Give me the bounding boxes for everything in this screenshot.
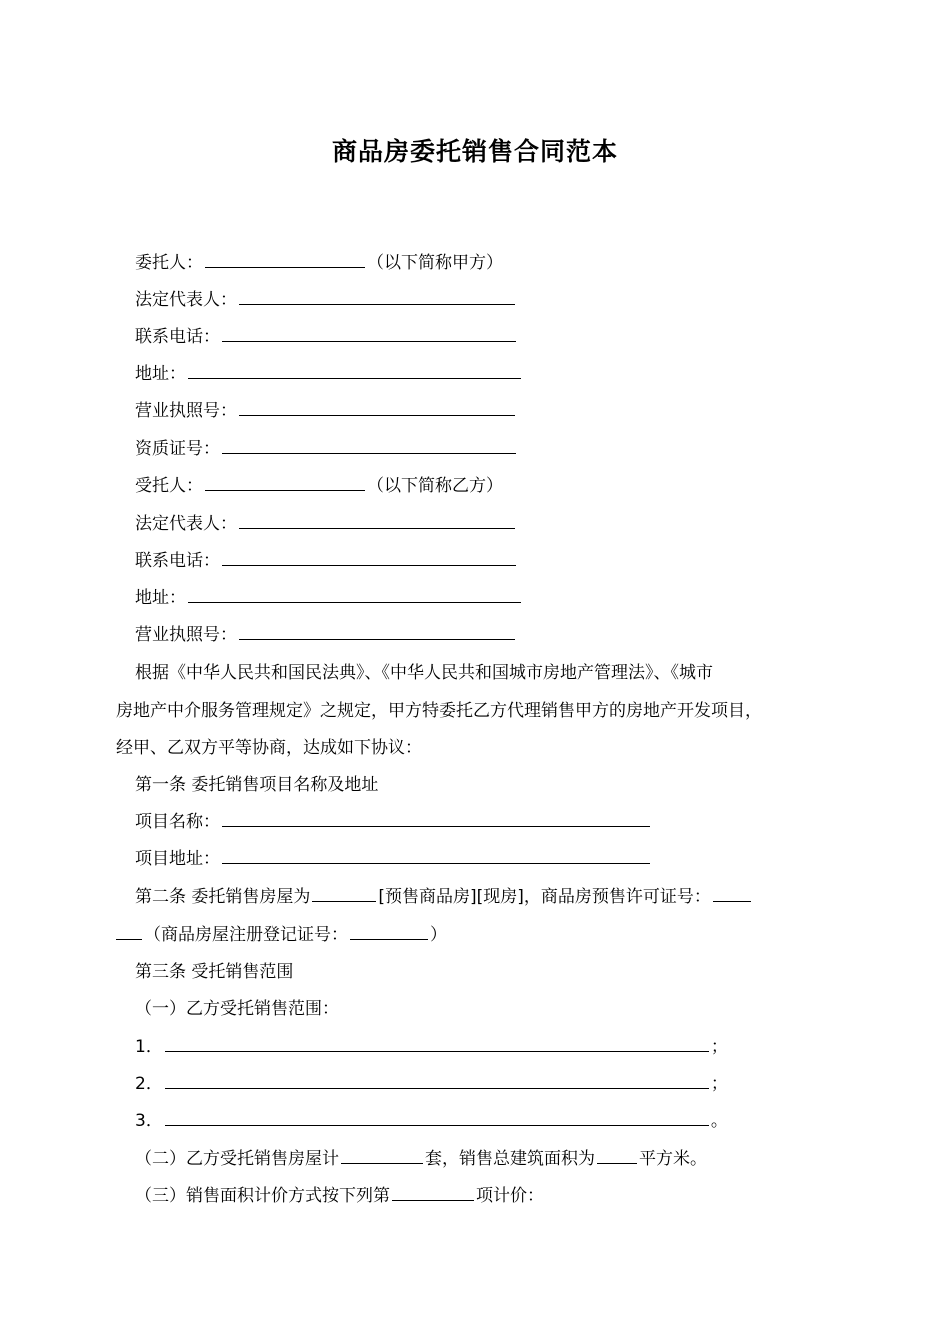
article-2-line-2	[116, 921, 447, 949]
party-a-qualification-blank[interactable]	[222, 436, 516, 454]
presale-permit-blank-cont[interactable]	[116, 922, 142, 940]
preamble-line-3: 经甲、乙双方平等协商，达成如下协议：	[116, 738, 422, 758]
pricing-method-blank[interactable]	[392, 1183, 474, 1201]
scope-item-1-end: ；	[710, 1037, 728, 1057]
scope-item-3	[135, 1107, 728, 1135]
party-a-principal-blank[interactable]	[205, 250, 365, 268]
project-name-line	[135, 808, 652, 836]
project-address-blank[interactable]	[222, 846, 650, 864]
party-a-phone-line	[135, 323, 518, 351]
article-3-sub-3	[135, 1182, 544, 1210]
document-title: 商品房委托销售合同范本	[331, 137, 618, 166]
article-3-sub-3-prefix: （三）销售面积计价方式按下列第	[135, 1186, 390, 1206]
article-3-heading: 第三条 受托销售范围	[135, 962, 294, 982]
party-a-qualification-line	[135, 435, 518, 463]
party-a-license-line	[135, 397, 517, 425]
party-a-license-blank[interactable]	[239, 398, 515, 416]
party-b-trustee-blank[interactable]	[205, 473, 365, 491]
article-3-sub-2-mid: 套，销售总建筑面积为	[425, 1149, 595, 1169]
article-2-line-1	[135, 883, 753, 911]
party-a-principal-label: 委托人：	[135, 253, 203, 273]
party-b-rep-blank[interactable]	[239, 511, 515, 529]
house-count-blank[interactable]	[341, 1146, 423, 1164]
article-1-heading: 第一条 委托销售项目名称及地址	[135, 775, 379, 795]
article-2-middle: [预售商品房][现房]，商品房预售许可证号：	[378, 887, 711, 907]
party-b-trustee-suffix: （以下简称乙方）	[367, 476, 503, 496]
party-b-phone-blank[interactable]	[222, 548, 516, 566]
article-2-line2-prefix: （商品房屋注册登记证号：	[144, 925, 348, 945]
party-b-rep-line	[135, 510, 517, 538]
scope-item-1	[135, 1033, 728, 1061]
party-a-rep-line	[135, 286, 517, 314]
article-3-sub-2	[135, 1145, 707, 1173]
scope-item-2-number: 2．	[135, 1074, 163, 1094]
article-2-prefix: 第二条 委托销售房屋为	[135, 887, 311, 907]
party-a-license-label: 营业执照号：	[135, 401, 237, 421]
article-3-sub-1: （一）乙方受托销售范围：	[135, 999, 339, 1019]
preamble-line-1: 根据《中华人民共和国民法典》、《中华人民共和国城市房地产管理法》、《城市	[135, 663, 713, 683]
house-type-blank[interactable]	[312, 884, 376, 902]
party-b-trustee-label: 受托人：	[135, 476, 203, 496]
scope-item-3-blank[interactable]	[165, 1108, 709, 1126]
project-name-blank[interactable]	[222, 809, 650, 827]
article-3-sub-2-suffix: 平方米。	[639, 1149, 707, 1169]
scope-item-2-end: ；	[710, 1074, 728, 1094]
scope-item-2	[135, 1070, 728, 1098]
scope-item-1-number: 1．	[135, 1037, 163, 1057]
party-a-principal-line	[135, 249, 503, 277]
total-area-blank[interactable]	[597, 1146, 637, 1164]
article-3-sub-2-prefix: （二）乙方受托销售房屋计	[135, 1149, 339, 1169]
party-b-rep-label: 法定代表人：	[135, 514, 237, 534]
party-b-license-label: 营业执照号：	[135, 625, 237, 645]
party-a-address-blank[interactable]	[188, 361, 521, 379]
project-address-label: 项目地址：	[135, 849, 220, 869]
party-b-phone-line	[135, 547, 518, 575]
party-a-qualification-label: 资质证号：	[135, 439, 220, 459]
project-address-line	[135, 845, 652, 873]
party-a-rep-label: 法定代表人：	[135, 290, 237, 310]
article-2-line2-suffix: ）	[430, 925, 447, 945]
preamble-line-2: 房地产中介服务管理规定》之规定，甲方特委托乙方代理销售甲方的房地产开发项目，	[116, 701, 762, 721]
party-a-principal-suffix: （以下简称甲方）	[367, 253, 503, 273]
party-a-rep-blank[interactable]	[239, 287, 515, 305]
project-name-label: 项目名称：	[135, 812, 220, 832]
party-a-phone-label: 联系电话：	[135, 327, 220, 347]
article-3-sub-3-suffix: 项计价：	[476, 1186, 544, 1206]
party-b-license-line	[135, 621, 517, 649]
party-a-address-label: 地址：	[135, 364, 186, 384]
party-b-address-line	[135, 584, 523, 612]
party-b-address-blank[interactable]	[188, 585, 521, 603]
scope-item-3-end: 。	[710, 1111, 728, 1131]
scope-item-1-blank[interactable]	[165, 1034, 709, 1052]
scope-item-2-blank[interactable]	[165, 1071, 709, 1089]
scope-item-3-number: 3．	[135, 1111, 163, 1131]
registration-number-blank[interactable]	[350, 922, 428, 940]
party-a-phone-blank[interactable]	[222, 324, 516, 342]
party-a-address-line	[135, 360, 523, 388]
party-b-license-blank[interactable]	[239, 622, 515, 640]
party-b-trustee-line	[135, 472, 503, 500]
party-b-address-label: 地址：	[135, 588, 186, 608]
party-b-phone-label: 联系电话：	[135, 551, 220, 571]
presale-permit-blank[interactable]	[713, 884, 751, 902]
